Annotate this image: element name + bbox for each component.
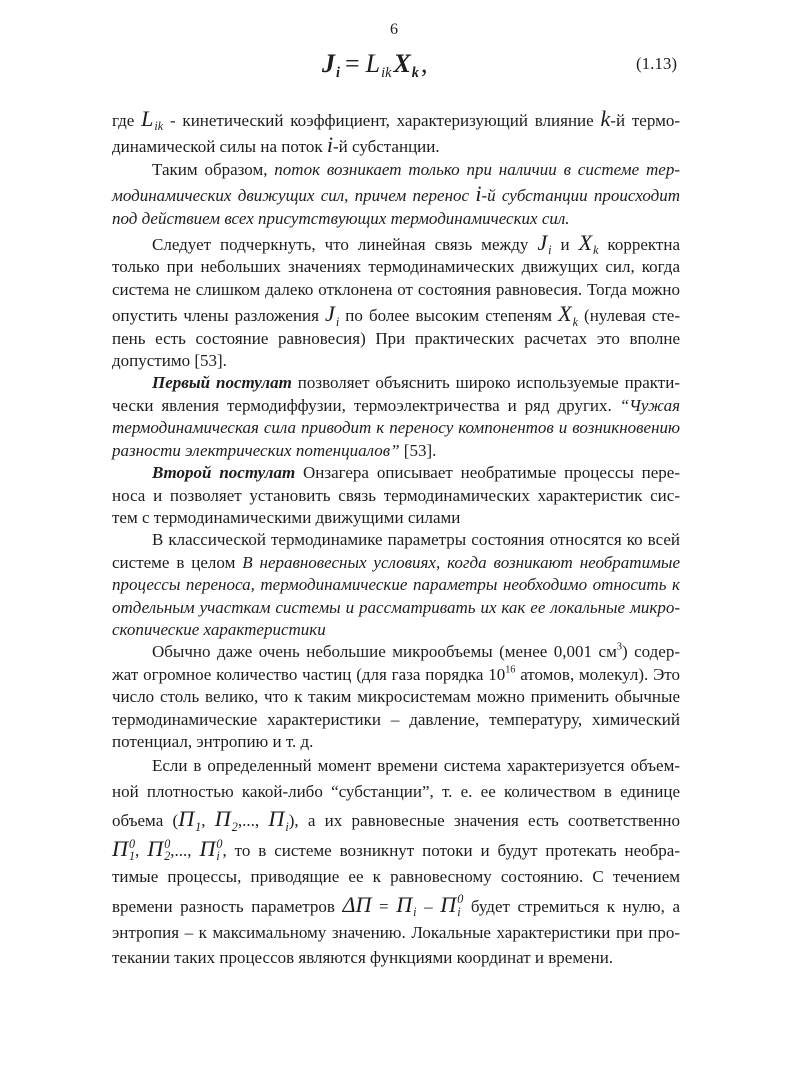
text-line (112, 328, 680, 350)
flux-index: i (336, 65, 340, 81)
text-run: атомов, молекул). Это (515, 664, 680, 684)
math-symbol (440, 892, 463, 917)
subscript: 1 (195, 819, 202, 834)
text-run: энтропия – к максимальному значению. Локальные характеристики при про- (112, 922, 680, 942)
math-symbol (141, 106, 164, 134)
subscript: 2 (164, 849, 171, 864)
text-run: чески явления термодиффузии, термоэлектричества и ряд других. (112, 395, 620, 415)
italic-text (112, 418, 680, 437)
page-number: 6 (390, 21, 398, 38)
math-symbol (558, 301, 578, 329)
math-symbol (325, 301, 340, 329)
symbol-base: модинамических движущих сил, причем перенос (112, 186, 476, 206)
subscript: i (548, 243, 552, 258)
italic-text (112, 209, 570, 228)
text-run: ,..., (170, 841, 200, 861)
text-line (112, 301, 680, 327)
text-run: позволяет объяснить широко используемые практи- (291, 373, 680, 393)
text-run: -й субстанции. (332, 137, 440, 157)
text-run: Онзагера описывает необратимые процессы пере- (295, 463, 680, 483)
symbol-base: П (112, 836, 128, 862)
text-line (112, 485, 680, 507)
text-line (112, 664, 680, 686)
text-run: ,..., (237, 811, 269, 831)
subscript: 2 (231, 819, 238, 834)
symbol-base: J (325, 301, 335, 327)
text-run: = (371, 896, 397, 916)
italic-text (112, 620, 326, 639)
superscripted-text (488, 665, 515, 684)
text-run: система не слишком далеко отклонена от состояния равновесия. Тогда можно (112, 279, 680, 299)
symbol-base: В неравновесных условиях, когда возникают необратимые (242, 552, 680, 572)
math-symbol (178, 806, 202, 834)
italic-text (112, 186, 475, 205)
symbol-base: k (600, 106, 611, 131)
text-line (112, 507, 680, 529)
symbol-base: “Чужая (619, 395, 680, 415)
text-line (112, 462, 680, 484)
math-symbol (600, 106, 610, 131)
symbol-base: П (199, 836, 216, 862)
force-letter: X (393, 49, 411, 78)
text-line (112, 641, 680, 663)
text-line (112, 279, 680, 301)
bold-italic-term (152, 373, 292, 392)
text-line (112, 159, 680, 181)
symbol-base: 10 (488, 664, 506, 684)
symbol-base: П (268, 806, 285, 832)
coefficient-letter: L (365, 49, 381, 78)
text-run: жат огромное количество частиц (для газа порядка (112, 664, 489, 684)
text-run: корректна (598, 235, 680, 255)
symbol-base: отдельным участкам системы и рассматривать их как ее локальные микро- (112, 597, 680, 617)
subscript: k (572, 314, 578, 329)
text-run: по более высоким степеням (339, 306, 559, 326)
text-run: текании таких процессов являются функциями координат и времени. (112, 948, 614, 968)
symbol-base: П (178, 806, 195, 832)
text-line (112, 890, 680, 920)
symbol-base: см (598, 642, 617, 662)
bold-italic-term (152, 463, 295, 482)
math-symbol (214, 806, 238, 834)
text-run: динамической силы на поток (112, 137, 327, 157)
superscript: 16 (505, 664, 516, 676)
text-run: где (112, 111, 142, 130)
force-symbol (393, 49, 419, 81)
text-run: В классической термодинамике параметры состояния относятся ко всей (152, 530, 680, 550)
text-run: тимые процессы, приводящие ее к равновесному состоянию. С течением (112, 867, 680, 887)
text-run: системе в целом (112, 552, 243, 572)
text-line (112, 864, 680, 890)
symbol-base: термодинамическая сила приводит к переносу компонентов и возникновению (112, 418, 680, 438)
text-run: времени разность параметров (112, 896, 343, 916)
text-line (112, 597, 680, 619)
text-line (112, 132, 680, 158)
text-run: -й термо- (610, 111, 680, 130)
symbol-base: X (578, 230, 593, 256)
text-run: ной плотностью какой-либо “субстанции”, т. е. ее количеством в единице (112, 781, 680, 801)
superscript: 0 (216, 836, 223, 851)
text-line (112, 440, 680, 462)
subscript: k (593, 243, 599, 258)
text-run: ), а их равновесные значения есть соответственно (288, 811, 681, 831)
text-run: число столь велико, что к таким микросистемам можно применить обычные (112, 687, 680, 707)
superscript: 0 (164, 836, 171, 851)
math-symbol (537, 230, 552, 258)
paragraph (112, 462, 680, 529)
symbol-base: ΔП (342, 891, 372, 917)
italic-text (112, 598, 680, 617)
text-line (112, 256, 680, 278)
equation-number: (1.13) (636, 54, 678, 73)
symbol-base: -й субстанции происходит (481, 186, 680, 206)
text-run: (нулевая сте- (577, 306, 680, 326)
text-line (112, 834, 680, 864)
symbol-base: Второй постулат (152, 463, 296, 483)
equals-sign: = (344, 49, 360, 78)
text-run: пень есть состояние равновесия) При практических расчетах это вполне (112, 328, 680, 348)
text-run: будет стремиться к нулю, а (463, 896, 680, 916)
italic-text (481, 186, 680, 205)
text-run: – (416, 896, 441, 916)
text-run: , (201, 811, 215, 831)
text-line (112, 731, 680, 753)
symbol-base: Первый постулат (152, 373, 292, 393)
paragraph (112, 753, 680, 971)
text-run: Следует подчеркнуть, что линейная связь между (152, 235, 538, 255)
text-run: термодинамические характеристики – давление, температуру, химический (112, 709, 680, 729)
body-text (112, 106, 680, 971)
symbol-base: П (214, 806, 231, 832)
subscript: 1 (128, 849, 136, 864)
symbol-base: i (326, 132, 333, 158)
symbol-base: разности электрических потенциалов” (112, 440, 400, 460)
text-run: и (551, 235, 579, 255)
symbol-base: П (440, 891, 457, 917)
italic-text (620, 396, 680, 415)
superscript: 0 (457, 892, 464, 907)
text-line (112, 945, 680, 971)
superscript: 0 (128, 836, 136, 851)
text-line (112, 372, 680, 394)
text-run: - кинетический коэффициент, характеризующий влияние (163, 111, 601, 130)
paragraph (112, 230, 680, 372)
text-run: [53]. (399, 440, 437, 460)
text-run: ) содер- (621, 642, 681, 662)
subscript: i (413, 905, 417, 920)
symbol-base: i (475, 181, 482, 207)
equation (322, 46, 427, 82)
subscript: i (457, 904, 461, 919)
text-line (112, 106, 680, 132)
text-line (112, 181, 680, 207)
paragraph (112, 641, 680, 753)
text-run: , (135, 841, 148, 861)
text-run: , то в системе возникнут потоки и будут протекать необра- (222, 841, 680, 861)
math-symbol (112, 836, 136, 864)
italic-text (242, 553, 680, 572)
superscript: 3 (616, 641, 622, 653)
text-line (112, 709, 680, 731)
paragraph (112, 372, 680, 462)
subscript: ik (154, 119, 164, 134)
text-line (112, 529, 680, 551)
text-line (112, 417, 680, 439)
superscripted-text (599, 642, 622, 661)
text-line (112, 395, 680, 417)
text-run: объема ( (112, 811, 179, 831)
subscript: i (216, 849, 220, 864)
text-line (112, 552, 680, 574)
math-symbol (396, 891, 417, 920)
subscript: i (335, 314, 340, 329)
text-run: тем с термодинамическими движущими силами (112, 507, 461, 527)
text-run: потенциал, энтропию и т. д. (112, 731, 314, 751)
text-line (112, 619, 680, 641)
paragraph (112, 106, 680, 159)
math-symbol (268, 806, 289, 834)
text-line (112, 686, 680, 708)
text-run: Обычно даже очень небольшие микрообъемы (менее 0,001 (152, 642, 599, 662)
text-run: Если в определенный момент времени система характеризуется объем- (152, 756, 680, 776)
text-run: только при небольших значениях термодинамических движущих сил, когда (112, 257, 680, 277)
math-symbol (199, 836, 223, 864)
symbol-base: L (141, 106, 154, 131)
text-line (112, 920, 680, 946)
symbol-base: под действием всех присутствующих термодинамических сил. (112, 208, 570, 228)
paragraph (112, 529, 680, 641)
text-line (112, 779, 680, 805)
text-run: опустить члены разложения (112, 306, 326, 326)
equation-comma: , (420, 49, 428, 78)
symbol-base: П (147, 836, 164, 862)
coefficient-index: ik (381, 65, 392, 81)
flux-symbol (322, 49, 340, 81)
text-run: допустимо [53]. (112, 351, 227, 371)
symbol-base: скопические характеристики (112, 619, 326, 639)
text-line (112, 804, 680, 834)
symbol-base: J (537, 230, 548, 256)
text-line (112, 574, 680, 596)
text-line (112, 350, 680, 372)
math-symbol (147, 836, 171, 864)
symbol-base: поток возникает только при наличии в системе тер- (274, 159, 680, 179)
text-line (112, 753, 680, 779)
subscript: i (285, 819, 289, 834)
symbol-base: процессы переноса, термодинамические параметры необходимо относить к (112, 575, 680, 595)
symbol-base: X (558, 301, 572, 327)
math-symbol (343, 892, 372, 917)
italic-text (112, 441, 400, 460)
paragraph (112, 159, 680, 230)
symbol-base: П (396, 891, 413, 917)
coefficient-symbol (365, 49, 392, 81)
text-run: носа и позволяет установить связь термодинамических характеристик сис- (112, 485, 680, 505)
math-symbol (578, 230, 599, 258)
italic-text (274, 160, 680, 179)
italic-text (112, 575, 680, 594)
force-index: k (411, 65, 419, 81)
flux-letter: J (322, 49, 335, 78)
text-run: Таким образом, (152, 159, 275, 179)
text-line (112, 208, 680, 230)
text-line (112, 230, 680, 256)
